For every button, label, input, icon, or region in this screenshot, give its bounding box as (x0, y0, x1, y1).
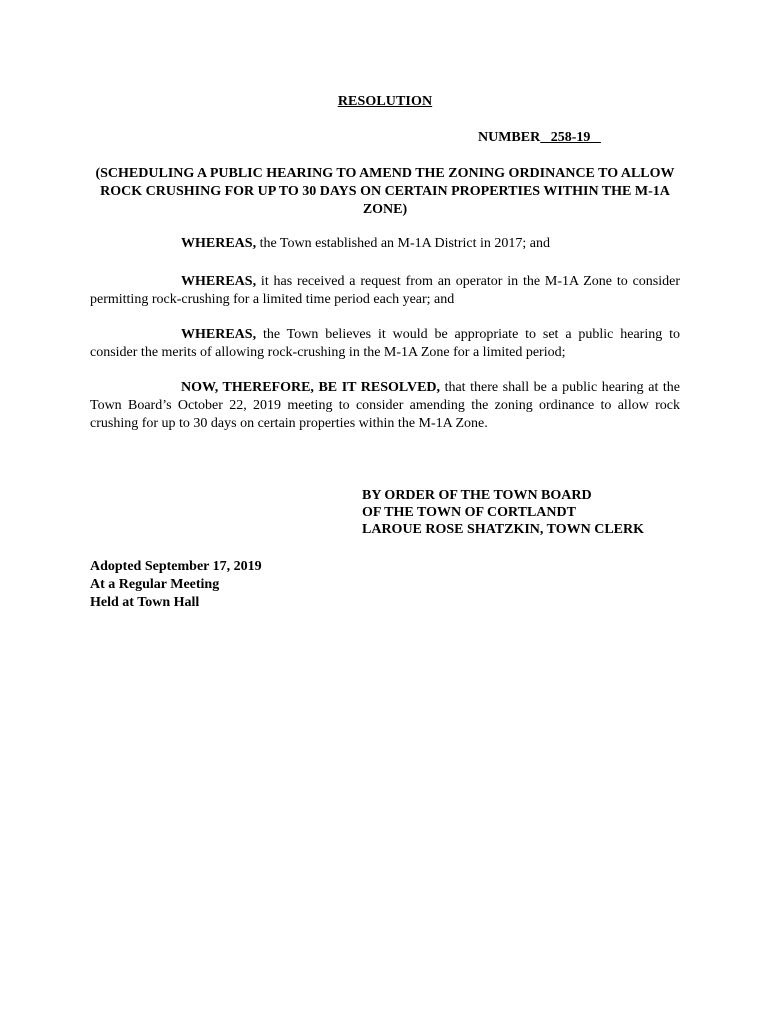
resolved-paragraph (90, 379, 680, 433)
paragraph-lead: WHEREAS, (181, 274, 257, 289)
adoption-location: Held at Town Hall (90, 595, 200, 610)
adoption-block (90, 558, 262, 612)
whereas-paragraph-3 (90, 326, 680, 362)
number-value: 258-19 (540, 130, 601, 145)
document-title: RESOLUTION (337, 94, 433, 109)
paragraph-text: the Town established an M-1A District in 2017; and (256, 236, 550, 251)
signature-line-2: OF THE TOWN OF CORTLANDT (362, 505, 576, 520)
paragraph-lead: NOW, THEREFORE, BE IT RESOLVED, (181, 380, 441, 395)
paragraph-lead: WHEREAS, (181, 236, 257, 251)
signature-line-1: BY ORDER OF THE TOWN BOARD (362, 488, 592, 503)
paragraph-text: it has received a request from an operator in the M-1A Zone to consider permitting rock-crushing for a limited time period each year; and (90, 274, 680, 307)
signature-block (362, 487, 644, 538)
paragraph-text: that there shall be a public hearing at the Town Board’s October 22, 2019 meeting to consider amending the zoning ordinance to allow rock crushing for up to 30 days on certain properties within the M-1A Zone. (90, 380, 680, 431)
paragraph-text: the Town believes it would be appropriate to set a public hearing to consider the merits of allowing rock-crushing in the M-1A Zone for a limited period; (90, 327, 680, 360)
adoption-meeting: At a Regular Meeting (90, 577, 220, 592)
signature-line-3: LAROUE ROSE SHATZKIN, TOWN CLERK (362, 522, 645, 537)
resolution-subject: (SCHEDULING A PUBLIC HEARING TO AMEND THE ZONING ORDINANCE TO ALLOW ROCK CRUSHING FOR UP TO 30 DAYS ON CERTAIN PROPERTIES WITHIN THE M-1A ZONE) (95, 166, 675, 217)
resolution-number (478, 130, 601, 146)
whereas-paragraph-2 (90, 273, 680, 309)
paragraph-lead: WHEREAS, (181, 327, 257, 342)
whereas-paragraph-1 (90, 235, 680, 253)
adoption-date: Adopted September 17, 2019 (90, 559, 262, 574)
number-label: NUMBER (478, 130, 541, 145)
